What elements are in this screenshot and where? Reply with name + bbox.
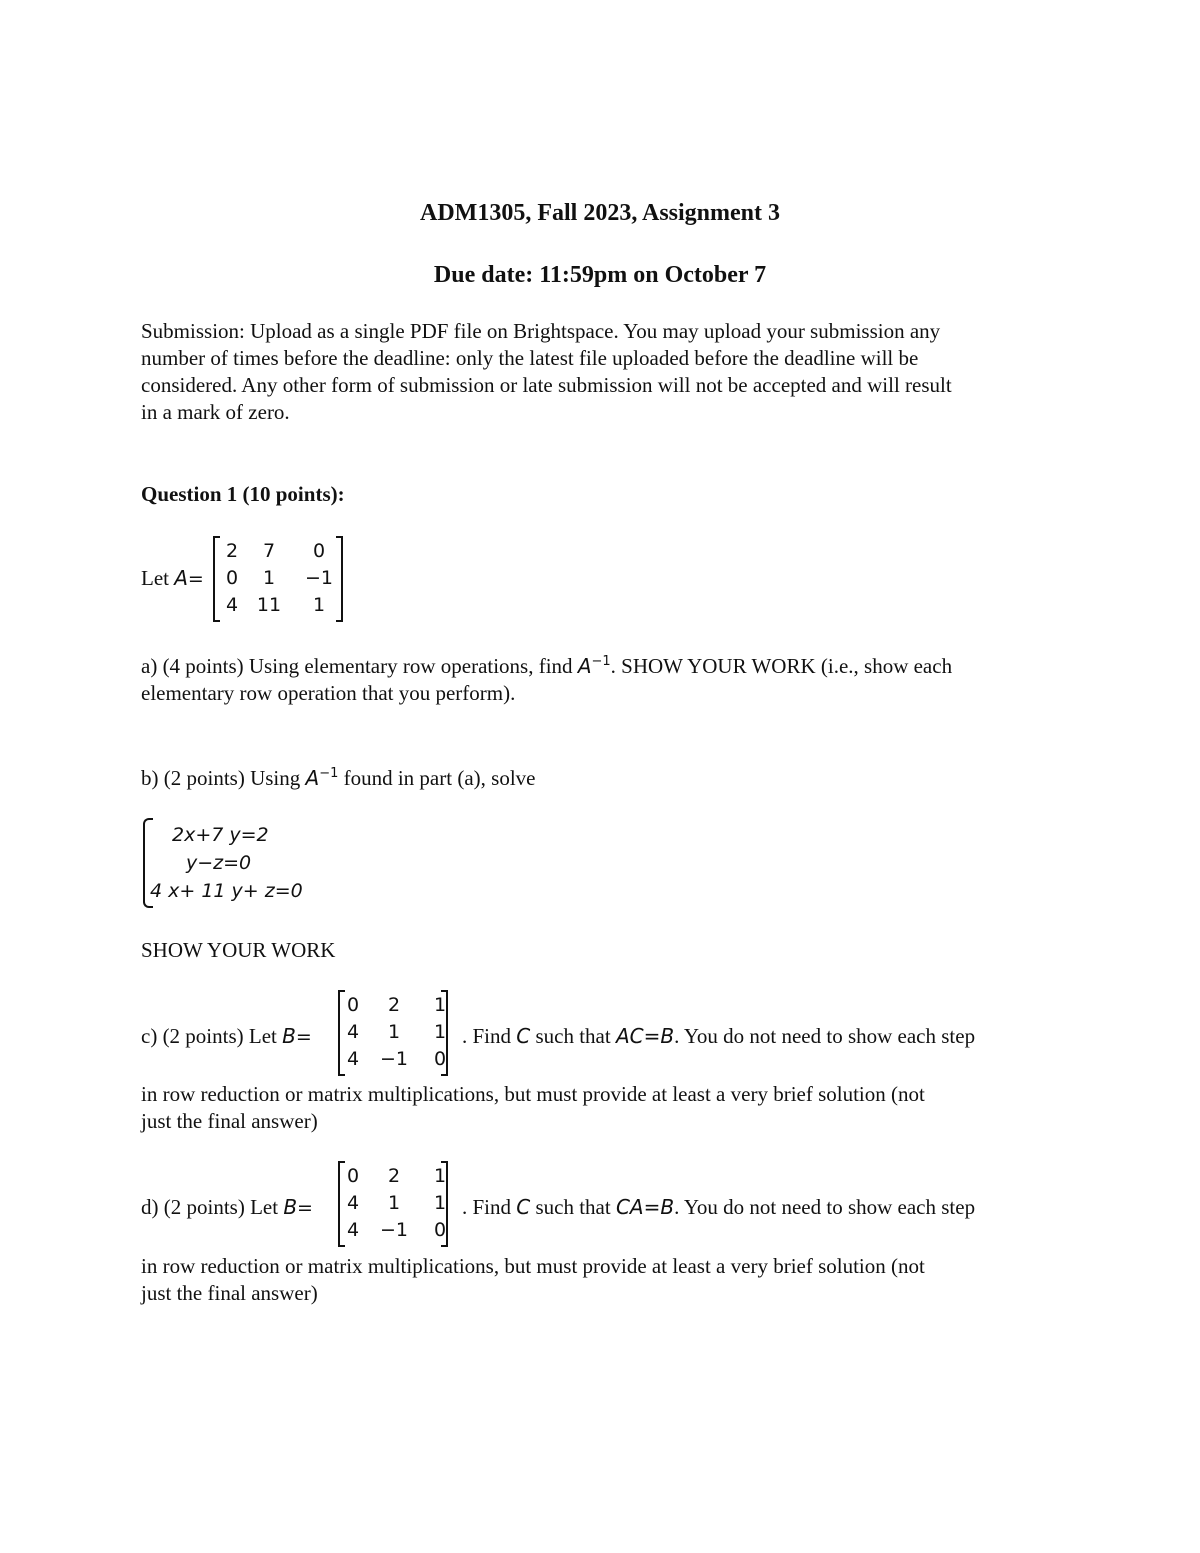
inverse-symbol: A: [577, 654, 592, 678]
let-label: Let: [141, 566, 169, 590]
matrix-a-cell: 0: [312, 540, 326, 562]
matrix-b-cell: 1: [387, 1192, 401, 1214]
submission-line: number of times before the deadline: only the latest file uploaded before the deadline will be: [141, 346, 919, 370]
matrix-b-cell: 4: [346, 1048, 360, 1070]
matrix-b-cell: 0: [433, 1219, 447, 1241]
part-d-find: . Find: [462, 1195, 512, 1219]
part-a-suffix: . SHOW YOUR WORK (i.e., show each: [610, 654, 953, 678]
part-b: [141, 765, 1071, 792]
matrix-b-cell: 1: [433, 994, 447, 1016]
part-c-line2: in row reduction or matrix multiplications, but must provide at least a very brief solution (not: [141, 1082, 925, 1106]
matrix-a-left-bracket: [213, 536, 220, 622]
matrix-b-cell: 0: [346, 994, 360, 1016]
part-c-find: . Find: [462, 1024, 512, 1048]
part-b-suffix: found in part (a), solve: [343, 766, 536, 790]
part-c-line3: just the final answer): [141, 1109, 318, 1133]
submission-line: Submission: Upload as a single PDF file on Brightspace. You may upload your submission any: [141, 319, 941, 343]
part-d-prefix: d) (2 points) Let: [141, 1195, 279, 1219]
part-c-prefix: c) (2 points) Let: [141, 1024, 277, 1048]
matrix-b-cell: 4: [346, 1219, 360, 1241]
inverse-exponent: −1: [591, 654, 611, 669]
submission-line: considered. Any other form of submission or late submission will not be accepted and will result: [141, 373, 952, 397]
matrix-b-right-bracket: [441, 1161, 448, 1247]
part-c-equation: AC=B: [615, 1024, 675, 1048]
equation-3: 4 x+ 11 y+ z=0: [150, 880, 303, 902]
equals-sign: =: [295, 1026, 312, 1048]
page-title: ADM1305, Fall 2023, Assignment 3: [420, 200, 780, 226]
equals-sign: =: [187, 568, 204, 590]
part-c-continuation: [141, 1081, 1071, 1135]
matrix-b: [344, 1163, 454, 1244]
part-d-label: [141, 1194, 313, 1222]
part-c-text: [462, 1023, 975, 1050]
matrix-b-cell: 4: [346, 1021, 360, 1043]
part-a-line2: elementary row operation that you perform).: [141, 681, 516, 705]
matrix-b-cell: 1: [433, 1165, 447, 1187]
matrix-a-cell: 7: [262, 540, 276, 562]
part-d-rest: . You do not need to show each step: [674, 1195, 976, 1219]
equation-2: y−z=0: [186, 852, 252, 874]
matrix-a-cell: −1: [304, 567, 333, 589]
matrix-a-cell: 4: [225, 594, 239, 616]
matrix-b-cell: 2: [387, 1165, 401, 1187]
inverse-exponent: −1: [319, 766, 339, 781]
part-c-such-that: such that: [535, 1024, 611, 1048]
submission-instructions: [141, 318, 1071, 426]
part-c-rest: . You do not need to show each step: [674, 1024, 976, 1048]
equals-sign: =: [297, 1197, 313, 1219]
matrix-b-symbol: B: [283, 1195, 298, 1219]
part-c-label: [141, 1023, 312, 1051]
part-b-prefix: b) (2 points) Using: [141, 766, 301, 790]
matrix-b-symbol: B: [282, 1024, 296, 1048]
part-d-continuation: [141, 1253, 1071, 1307]
show-your-work: SHOW YOUR WORK: [141, 938, 336, 962]
matrix-b-cell: 0: [433, 1048, 447, 1070]
submission-line: in a mark of zero.: [141, 400, 290, 424]
matrix-a-cell: 1: [312, 594, 326, 616]
matrix-b-cell: 0: [346, 1165, 360, 1187]
matrix-b-cell: −1: [379, 1219, 408, 1241]
matrix-b-cell: −1: [379, 1048, 408, 1070]
matrix-b: [344, 992, 454, 1073]
matrix-b-right-bracket: [441, 990, 448, 1076]
part-d-such-that: such that: [535, 1195, 611, 1219]
matrix-c-symbol: C: [516, 1195, 531, 1219]
part-d-line2: in row reduction or matrix multiplications, but must provide at least a very brief solution (not: [141, 1254, 925, 1278]
matrix-a-right-bracket: [336, 536, 343, 622]
part-d-equation: CA=B: [615, 1195, 675, 1219]
inverse-symbol: A: [305, 766, 320, 790]
due-date: Due date: 11:59pm on October 7: [433, 262, 767, 288]
part-d-text: [462, 1194, 975, 1221]
let-a-label: [141, 565, 204, 593]
matrix-a-cell: 0: [225, 567, 239, 589]
part-a-prefix: a) (4 points) Using elementary row operations, find: [141, 654, 573, 678]
matrix-a-cell: 2: [225, 540, 239, 562]
matrix-b-cell: 1: [387, 1021, 401, 1043]
matrix-a: [220, 538, 344, 619]
part-d-line3: just the final answer): [141, 1281, 318, 1305]
matrix-a-cell: 11: [256, 594, 282, 616]
matrix-b-cell: 1: [433, 1021, 447, 1043]
matrix-a-symbol: A: [174, 566, 188, 590]
matrix-c-symbol: C: [516, 1024, 531, 1048]
equation-1: 2x+7 y=2: [172, 824, 269, 846]
matrix-b-cell: 1: [433, 1192, 447, 1214]
matrix-b-cell: 4: [346, 1192, 360, 1214]
matrix-a-cell: 1: [262, 567, 276, 589]
part-a: [141, 653, 1071, 707]
matrix-b-cell: 2: [387, 994, 401, 1016]
question-1-heading: Question 1 (10 points):: [141, 482, 345, 506]
